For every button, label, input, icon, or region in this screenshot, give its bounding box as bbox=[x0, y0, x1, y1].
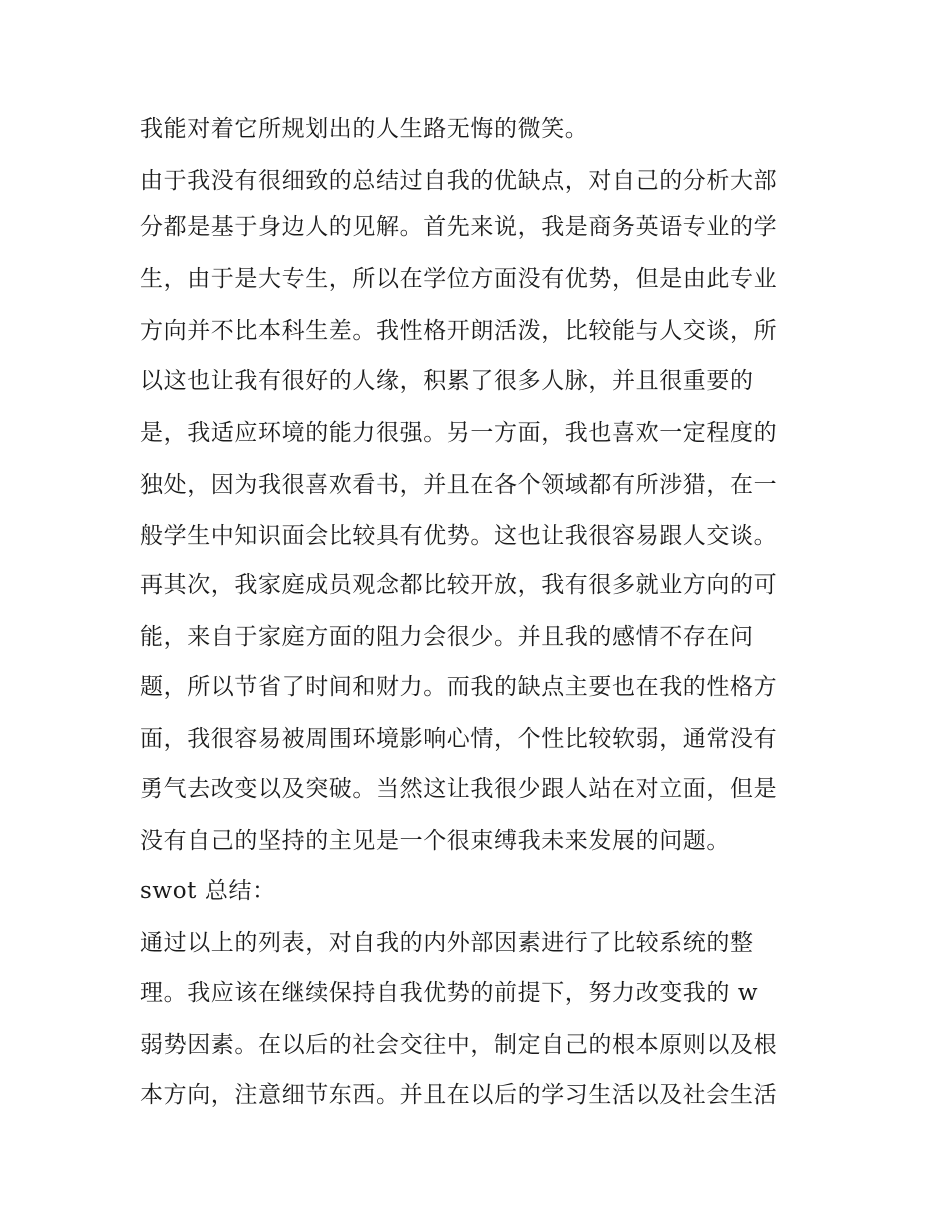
paragraph-line: 面，我很容易被周围环境影响心情，个性比较软弱，通常没有 bbox=[140, 726, 778, 752]
paragraph-line: 生，由于是大专生，所以在学位方面没有优势，但是由此专业 bbox=[140, 266, 778, 292]
paragraph-line: 由于我没有很细致的总结过自我的优缺点，对自己的分析大部 bbox=[140, 168, 778, 194]
paragraph-line: 本方向，注意细节东西。并且在以后的学习生活以及社会生活 bbox=[140, 1082, 778, 1108]
paragraph-line: 我能对着它所规划出的人生路无悔的微笑。 bbox=[140, 116, 589, 142]
paragraph-line: 般学生中知识面会比较具有优势。这也让我很容易跟人交谈。 bbox=[140, 523, 778, 549]
paragraph-line: 是，我适应环境的能力很强。另一方面，我也喜欢一定程度的 bbox=[140, 420, 778, 446]
paragraph-line: 勇气去改变以及突破。当然这让我很少跟人站在对立面，但是 bbox=[140, 776, 778, 802]
paragraph-line: 独处，因为我很喜欢看书，并且在各个领域都有所涉猎，在一 bbox=[140, 472, 778, 498]
section-heading: swot 总结： bbox=[140, 878, 276, 904]
paragraph-line: 没有自己的坚持的主见是一个很束缚我未来发展的问题。 bbox=[140, 828, 730, 854]
paragraph-line: 弱势因素。在以后的社会交往中，制定自己的根本原则以及根 bbox=[140, 1032, 778, 1058]
paragraph-line: 理。我应该在继续保持自我优势的前提下，努力改变我的 w bbox=[140, 980, 759, 1006]
paragraph-line: 能，来自于家庭方面的阻力会很少。并且我的感情不存在问 bbox=[140, 624, 754, 650]
paragraph-line: 方向并不比本科生差。我性格开朗活泼，比较能与人交谈，所 bbox=[140, 318, 778, 344]
paragraph-line: 以这也让我有很好的人缘，积累了很多人脉，并且很重要的 bbox=[140, 368, 754, 394]
paragraph-line: 分都是基于身边人的见解。首先来说，我是商务英语专业的学 bbox=[140, 214, 778, 240]
paragraph-line: 通过以上的列表，对自我的内外部因素进行了比较系统的整 bbox=[140, 930, 754, 956]
paragraph-line: 再其次，我家庭成员观念都比较开放，我有很多就业方向的可 bbox=[140, 572, 778, 598]
paragraph-line: 题，所以节省了时间和财力。而我的缺点主要也在我的性格方 bbox=[140, 674, 778, 700]
